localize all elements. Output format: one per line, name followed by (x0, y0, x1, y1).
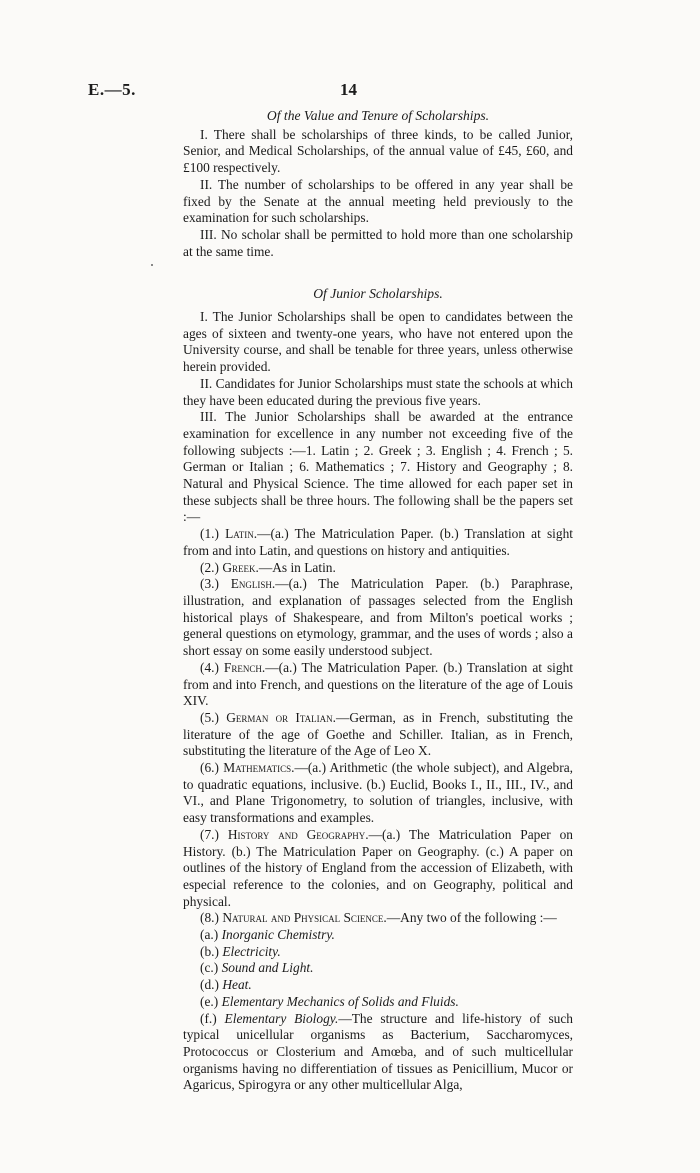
subject-mathematics: (6.) Mathematics.—(a.) Arithmetic (the whole subject), and Algebra, to quadratic equations, inclusive. (b.) Euclid, Books I., II., III., IV., and VI., and Plane Trigonometry, to solution of triangles, inclusive, with easy transformations and examples. (183, 760, 573, 826)
paragraph: II. The number of scholarships to be offered in any year shall be fixed by the Senate at the annual meeting held previously to the examination for such scholarships. (183, 176, 573, 226)
science-item: (c.) Sound and Light. (200, 960, 314, 976)
subject-latin: (1.) Latin.—(a.) The Matriculation Paper. (b.) Translation at sight from and into Latin, and questions on history and antiquities. (183, 526, 573, 558)
subject-history-geography: (7.) History and Geography.—(a.) The Matriculation Paper on History. (b.) The Matriculation Paper on Geography. (c.) A paper on outlines of the history of England from the accession of Elizabeth, with especial reference to the colonies, and on Geography, political and physical. (183, 826, 573, 909)
subject-french: (4.) French.—(a.) The Matriculation Paper. (b.) Translation at sight from and into French, and questions on the literature of the age of Louis XIV. (183, 659, 573, 709)
subject-natural-science: (8.) Natural and Physical Science.—Any two of the following :— (200, 910, 557, 926)
document-reference: E.—5. (88, 80, 136, 99)
subject-name: Natural and Physical Science. (222, 910, 387, 926)
paragraph: I. The Junior Scholarships shall be open to candidates between the ages of sixteen and twenty-one years, who have not entered upon the University course, and shall be tenable for three years, unless otherwise herein provided. (183, 309, 573, 375)
paragraph: III. No scholar shall be permitted to hold more than one scholarship at the same time. (183, 226, 573, 259)
text-column (183, 108, 573, 1094)
science-item: (b.) Electricity. (200, 943, 281, 959)
subject-name: English. (230, 576, 276, 592)
subject-name: German or Italian. (226, 709, 336, 725)
subject-name: History and Geography. (227, 826, 369, 842)
page-number: 14 (340, 80, 357, 99)
subject-greek: (2.) Greek.—As in Latin. (200, 559, 336, 575)
science-item: (a.) Inorganic Chemistry. (200, 927, 335, 943)
science-item-biology: (f.) Elementary Biology.—The structure and life-history of such typical unicellular organisms as Bacterium, Saccharomyces, Protococcus or Closterium and Amœba, and of such multicellular organisms having no differentiation of tissues as Penicillium, Mucor or Agaricus, Spirogyra or any other multicellular Alga, (183, 1010, 573, 1093)
subject-name: Mathematics. (223, 760, 295, 776)
section-heading-value-tenure: Of the Value and Tenure of Scholarships. (266, 108, 490, 123)
subject-german-italian: (5.) German or Italian.—German, as in French, substituting the literature of the age of Goethe and Schiller. Italian, as in French, substituting the literature of the Age of Leo X. (183, 709, 573, 759)
paragraph: II. Candidates for Junior Scholarships must state the schools at which they have been educated during the previous five years. (183, 375, 573, 408)
science-item: (d.) Heat. (200, 977, 252, 993)
page-header (0, 80, 700, 104)
subject-english: (3.) English.—(a.) The Matriculation Paper. (b.) Paraphrase, illustration, and explanation of passages selected from the English historical plays of Shakespeare, and from Milton's poetical works ; general questions on etymology, grammar, and the uses of words ; also a short essay on some easily understood subject. (183, 576, 573, 659)
section-heading-junior-scholarships: Of Junior Scholarships. (313, 286, 443, 302)
biology-title: Elementary Biology. (224, 1010, 339, 1026)
paragraph: I. There shall be scholarships of three kinds, to be called Junior, Senior, and Medical Scholarships, of the annual value of £45, £60, and £100 respectively. (183, 126, 573, 176)
subject-name: French. (223, 659, 266, 675)
subject-name: Greek. (222, 559, 259, 575)
subject-name: Latin. (225, 526, 258, 542)
paragraph: III. The Junior Scholarships shall be awarded at the entrance examination for excellence in any number not exceeding five of the following subjects :—1. Latin ; 2. Greek ; 3. English ; 4. French ; 5. German or Italian ; 6. Mathematics ; 7. History and Geography ; 8. Natural and Physical Science. The time allowed for each paper set in these subjects shall be three hours. The following shall be the papers set :— (183, 409, 573, 525)
science-item: (e.) Elementary Mechanics of Solids and Fluids. (200, 993, 459, 1009)
margin-mark (151, 264, 153, 266)
